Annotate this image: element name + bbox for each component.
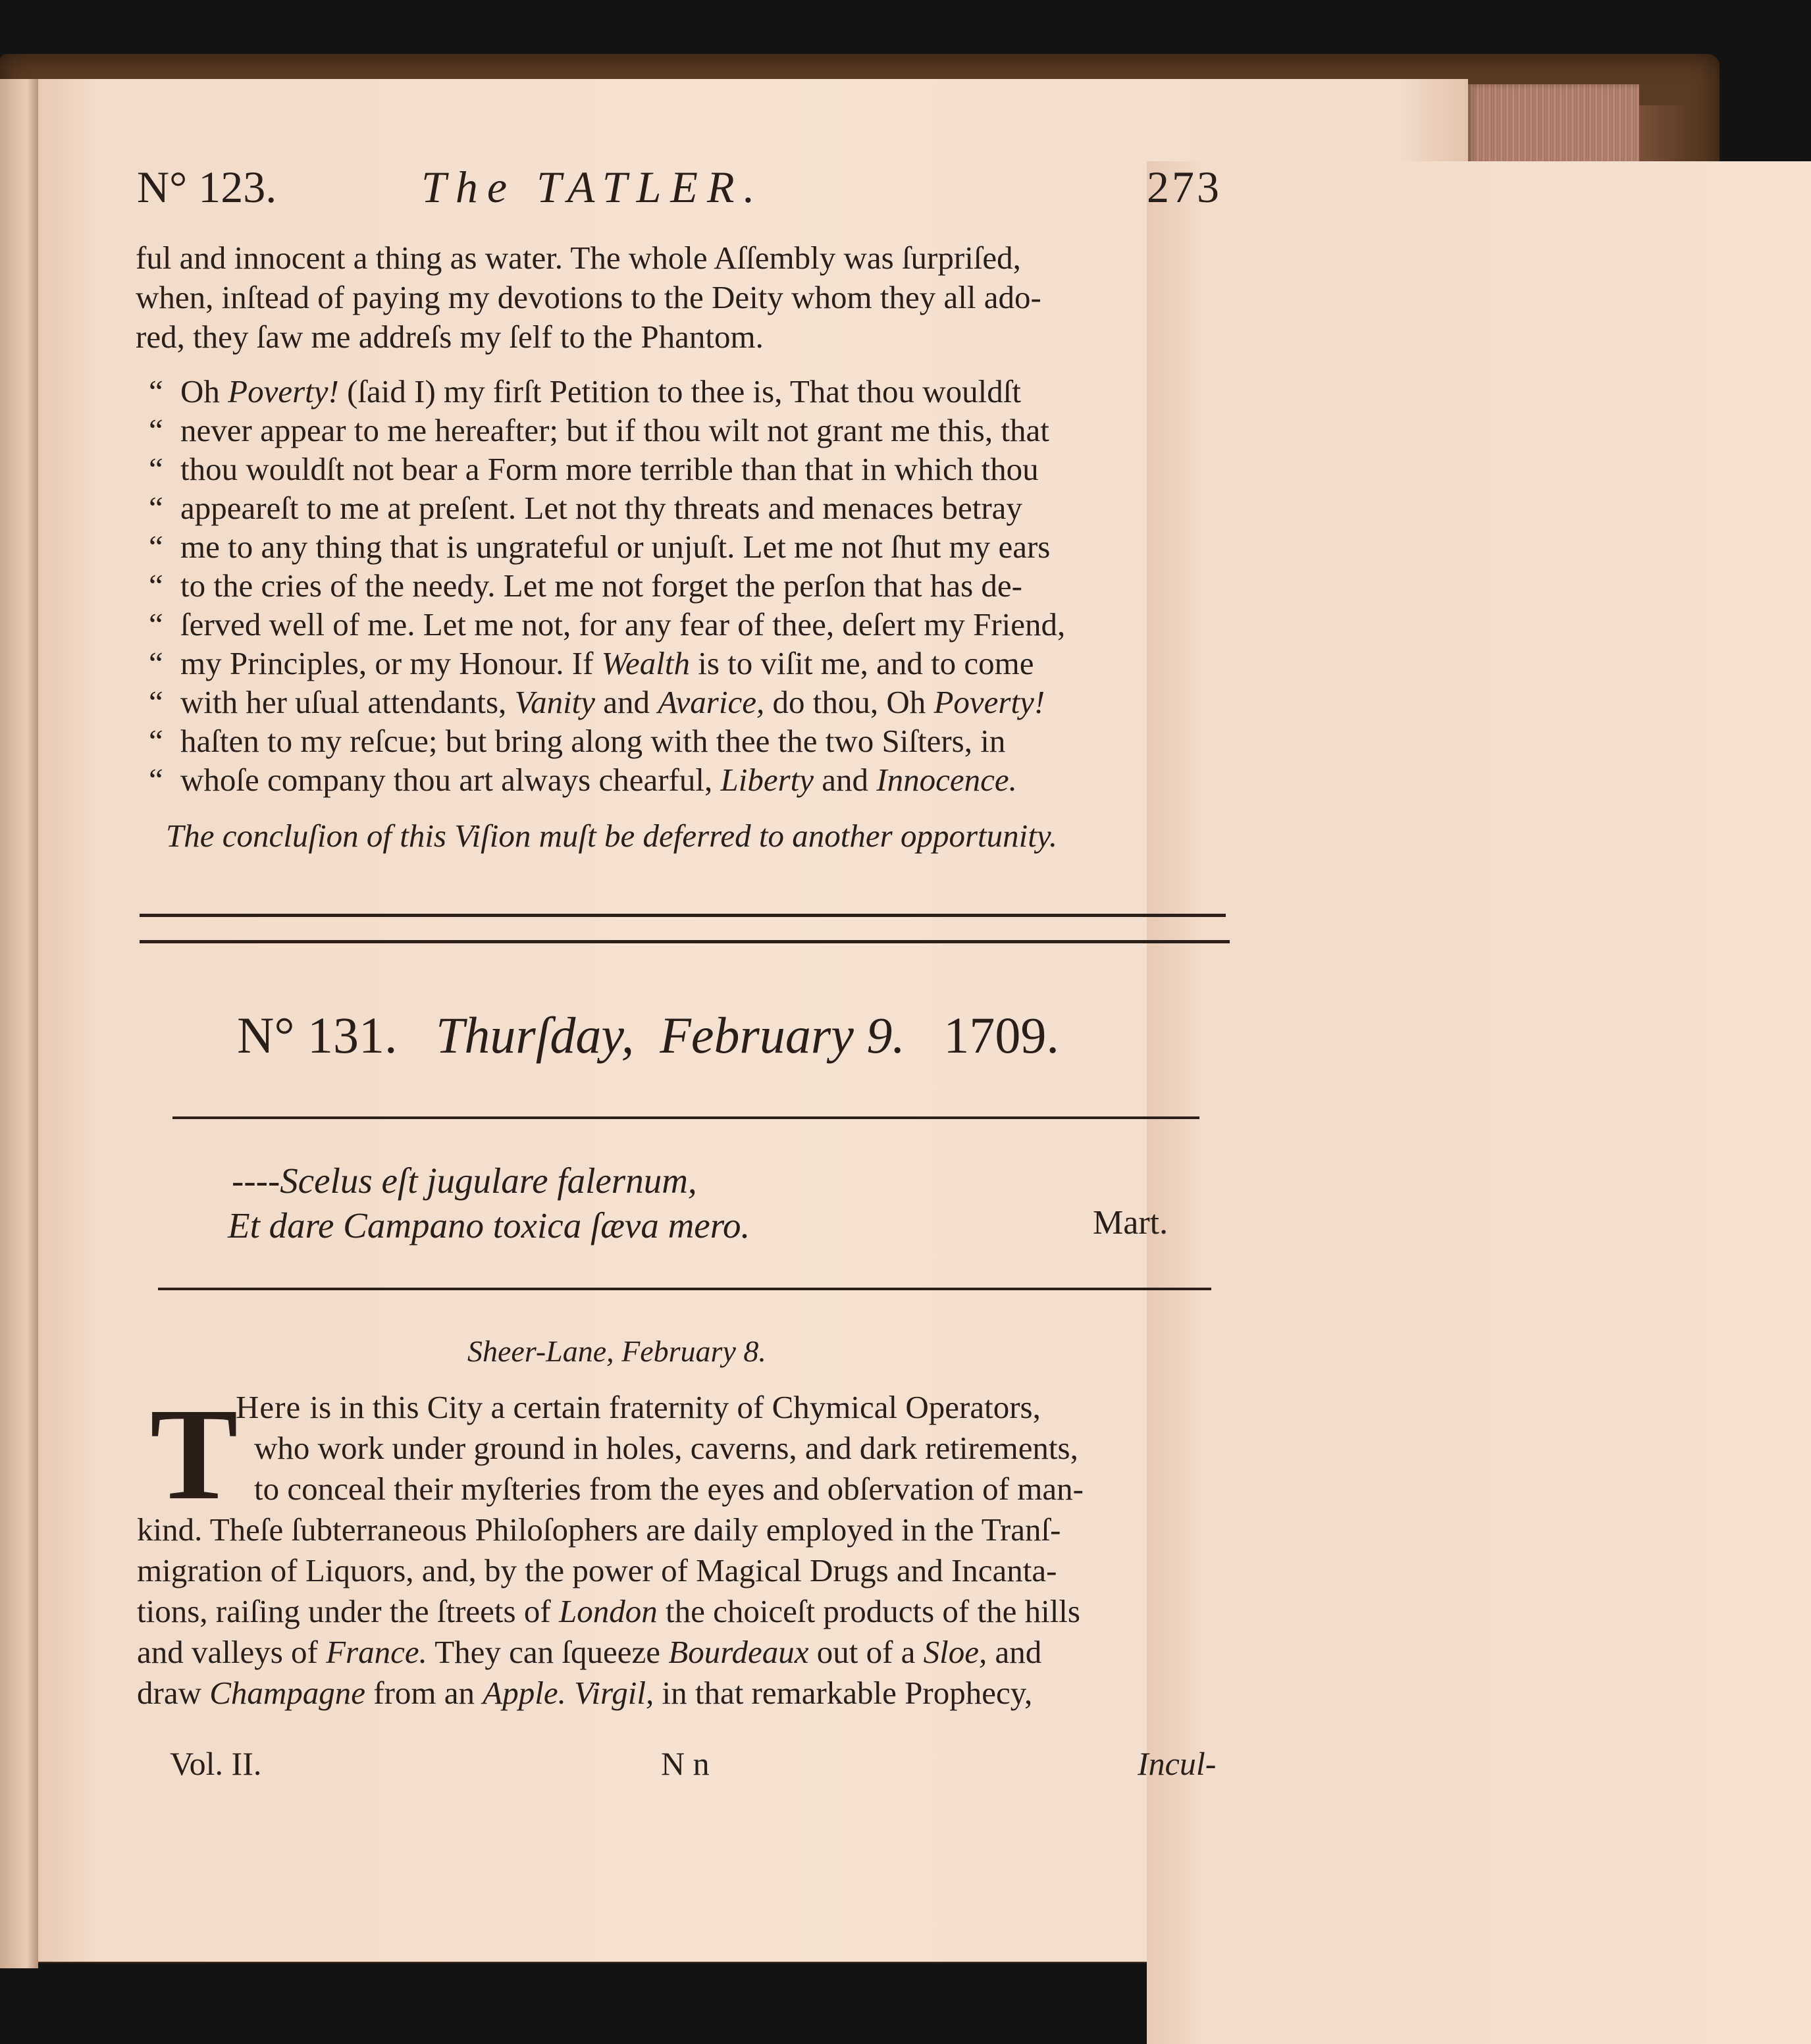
article-line	[137, 1592, 1080, 1631]
text-run: migration of Liquors, and, by the power of Magical Drugs and Incanta-	[137, 1552, 1057, 1588]
running-head-title: The TATLER.	[421, 162, 764, 212]
text-run: and	[595, 684, 658, 720]
italic-text: Vanity	[514, 684, 596, 720]
italic-text: Sloe,	[923, 1634, 987, 1670]
text-run: me to any thing that is ungrateful or unjuſt. Let me not ſhut my ears	[180, 529, 1051, 565]
italic-text: Wealth	[601, 645, 690, 681]
italic-text: Apple.	[483, 1675, 566, 1711]
volume-label: Vol. II.	[170, 1745, 262, 1782]
text-run: and valleys of	[137, 1634, 327, 1670]
prayer-line	[149, 721, 1242, 761]
catchword: Incul-	[1138, 1745, 1217, 1782]
italic-text: Bourdeaux	[668, 1634, 809, 1670]
italic-text: Avarice,	[658, 684, 765, 720]
italic-text: Poverty!	[228, 373, 339, 409]
text-run: the choiceſt products of the hills	[657, 1593, 1080, 1629]
drop-cap: T	[150, 1382, 238, 1527]
prayer-line	[149, 488, 1242, 528]
text-run: whoſe company thou art always chearful,	[180, 762, 721, 798]
prayer-line	[149, 683, 1242, 722]
text-line: red, they ſaw me addreſs my ſelf to the Phantom.	[136, 319, 764, 355]
quote-mark: “	[149, 645, 163, 681]
section-rule	[140, 940, 1230, 943]
motto-attribution: Mart.	[1093, 1204, 1168, 1242]
text-run: and	[814, 762, 877, 798]
text-run: haſten to my reſcue; but bring along with thee the two Siſters, in	[180, 723, 1006, 759]
quote-mark: “	[149, 567, 163, 604]
prayer-line	[149, 566, 1242, 606]
quote-mark: “	[149, 412, 163, 448]
text-run: is to viſit me, and to come	[689, 645, 1034, 681]
conclusion-note: The concluſion of this Viſion muſt be deferred to another opportunity.	[166, 818, 1058, 854]
text-run: with her uſual attendants,	[180, 684, 515, 720]
quote-mark: “	[149, 762, 163, 798]
text-run: kind. Theſe ſubterraneous Philoſophers are daily employed in the Tranſ-	[137, 1511, 1061, 1548]
issue-date: February 9.	[660, 1007, 905, 1064]
text-run: appeareſt to me at preſent. Let not thy threats and menaces betray	[180, 490, 1022, 526]
quote-mark: “	[149, 451, 163, 487]
prayer-line	[149, 527, 1242, 567]
prayer-line	[149, 760, 1242, 800]
italic-text: Innocence.	[876, 762, 1017, 798]
text-run: from an	[365, 1675, 483, 1711]
running-head-number: N° 123.	[137, 162, 277, 212]
italic-text: Liberty	[720, 762, 814, 798]
motto-rule	[172, 1116, 1199, 1119]
text-run: do thou, Oh	[764, 684, 934, 720]
quote-mark: “	[149, 373, 163, 409]
text-run: is in this City a certain fraternity of Chymical Operators,	[309, 1389, 1041, 1425]
text-line: when, inſtead of paying my devotions to the Deity whom they all ado-	[136, 279, 1041, 315]
text-run: ſerved well of me. Let me not, for any fear of thee, deſert my Friend,	[180, 606, 1066, 642]
left-page-edge	[0, 79, 38, 1968]
text-run: (ſaid I) my firſt Petition to thee is, That thou wouldſt	[338, 373, 1021, 409]
italic-text: Champagne	[209, 1675, 366, 1711]
quote-mark: “	[149, 529, 163, 565]
text-run: They can ſqueeze	[427, 1634, 669, 1670]
text-run	[566, 1675, 574, 1711]
text-run: Oh	[180, 373, 228, 409]
text-run: and	[987, 1634, 1042, 1670]
article-line	[254, 1469, 1084, 1509]
article-line	[137, 1673, 1032, 1713]
text-run: draw	[137, 1675, 210, 1711]
text-run: to the cries of the needy. Let me not forget the perſon that has de-	[180, 567, 1023, 604]
article-line	[137, 1551, 1057, 1590]
text-run: never appear to me hereafter; but if thou wilt not grant me this, that	[180, 412, 1049, 448]
motto-line-1: ----Scelus eſt jugulare falernum,	[232, 1161, 697, 1201]
prayer-line	[149, 644, 1242, 683]
quote-mark: “	[149, 684, 163, 720]
section-rule	[140, 914, 1226, 917]
article-line	[137, 1510, 1061, 1550]
italic-text: Poverty!	[933, 684, 1045, 720]
issue-year: 1709.	[943, 1007, 1059, 1064]
article-line	[137, 1633, 1041, 1672]
quote-mark: “	[149, 490, 163, 526]
dateline: Sheer-Lane, February 8.	[467, 1334, 766, 1368]
prayer-line	[149, 605, 1242, 644]
italic-text: London	[558, 1593, 658, 1629]
issue-day: Thurſday,	[436, 1007, 635, 1064]
motto-line-2: Et dare Campano toxica ſæva mero.	[228, 1205, 750, 1245]
text-run: who work under ground in holes, caverns, and dark retirements,	[254, 1430, 1078, 1466]
issue-number: N° 131.	[237, 1007, 398, 1064]
text-run: out of a	[808, 1634, 924, 1670]
prayer-line	[149, 372, 1242, 411]
text-run: in that remarkable Prophecy,	[654, 1675, 1033, 1711]
first-word: Here	[236, 1389, 310, 1425]
text-run: to conceal their myſteries from the eyes and obſervation of man-	[254, 1471, 1084, 1507]
prayer-line	[149, 411, 1242, 450]
text-run: tions, raiſing under the ſtreets of	[137, 1593, 559, 1629]
text-run: thou wouldſt not bear a Form more terrible than that in which thou	[180, 451, 1039, 487]
quote-mark: “	[149, 606, 163, 642]
page-number: 273	[1147, 161, 1811, 2044]
motto-rule	[158, 1288, 1211, 1290]
article-line	[236, 1388, 1041, 1427]
issue-heading	[237, 1006, 1059, 1065]
text-line: ful and innocent a thing as water. The whole Aſſembly was ſurpriſed,	[136, 240, 1021, 276]
quote-mark: “	[149, 723, 163, 759]
italic-text: France.	[326, 1634, 427, 1670]
signature-mark: N n	[661, 1745, 710, 1782]
italic-text: Virgil,	[574, 1675, 654, 1711]
prayer-line	[149, 450, 1242, 489]
text-run: my Principles, or my Honour. If	[180, 645, 602, 681]
article-line	[254, 1428, 1078, 1468]
